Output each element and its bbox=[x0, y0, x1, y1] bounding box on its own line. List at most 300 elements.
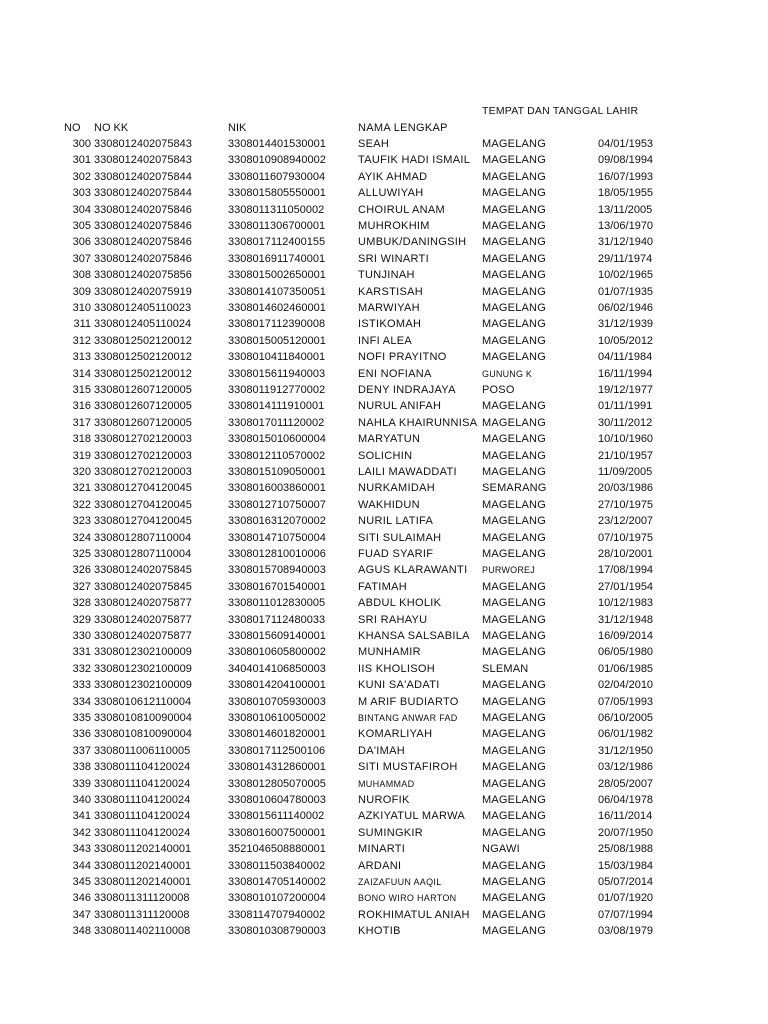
row-tanggal-cell: 31/12/1950 bbox=[598, 744, 654, 757]
row-no-kk-cell: 3308012402075846 bbox=[94, 236, 192, 249]
row-tempat-cell: PURWOREJ bbox=[482, 565, 535, 576]
row-tanggal-cell: 06/04/1978 bbox=[598, 794, 654, 806]
row-nama-cell: KHOTIB bbox=[358, 925, 401, 938]
row-nama-cell: NURIL LATIFA bbox=[358, 515, 434, 528]
table-row bbox=[0, 415, 768, 431]
row-no-kk-cell: 3308011104120024 bbox=[94, 761, 191, 774]
table-row bbox=[0, 776, 768, 792]
row-tempat-cell: SLEMAN bbox=[482, 662, 529, 675]
row-nama-cell: ROKHIMATUL ANIAH bbox=[358, 908, 470, 921]
row-tempat-cell: MAGELANG bbox=[482, 170, 546, 183]
row-tempat-cell: MAGELANG bbox=[482, 531, 546, 544]
row-nama-cell: FATIMAH bbox=[358, 580, 407, 593]
row-no-kk-cell: 3308011104120024 bbox=[94, 826, 191, 839]
row-tanggal-cell: 10/12/1983 bbox=[598, 597, 654, 610]
row-no-kk-cell: 3308011202140001 bbox=[94, 876, 192, 888]
row-no-kk-cell: 3308012302100009 bbox=[94, 679, 192, 692]
row-no-cell: 303 bbox=[72, 187, 91, 200]
row-no-cell: 327 bbox=[72, 580, 91, 593]
row-nik-cell: 3308014204100001 bbox=[228, 679, 326, 692]
row-tanggal-cell: 19/12/1977 bbox=[598, 384, 654, 396]
table-row bbox=[0, 497, 768, 513]
row-tempat-cell: MAGELANG bbox=[482, 679, 546, 692]
row-nama-cell: BINTANG ANWAR FAD bbox=[358, 713, 458, 723]
row-no-kk-cell: 3308011311120008 bbox=[94, 892, 190, 905]
row-nik-cell: 3521046508880001 bbox=[228, 843, 326, 856]
row-tanggal-cell: 10/10/1960 bbox=[598, 433, 654, 446]
row-no-kk-cell: 3308011006110005 bbox=[94, 744, 191, 757]
table-row bbox=[0, 743, 768, 759]
row-no-cell: 305 bbox=[72, 220, 91, 232]
row-nik-cell: 3308016007500001 bbox=[228, 826, 326, 839]
row-no-kk-cell: 3308012302100009 bbox=[94, 646, 192, 659]
row-nik-cell: 3308010107200004 bbox=[228, 892, 326, 905]
table-row bbox=[0, 234, 768, 250]
row-no-kk-cell: 3308011104120024 bbox=[94, 794, 191, 806]
row-tempat-cell: NGAWI bbox=[482, 843, 520, 856]
row-tanggal-cell: 16/11/2014 bbox=[598, 810, 653, 823]
row-nama-cell: SUMINGKIR bbox=[358, 826, 424, 839]
row-nama-cell: DA'IMAH bbox=[358, 744, 405, 757]
row-tanggal-cell: 28/10/2001 bbox=[598, 548, 654, 560]
row-tanggal-cell: 06/02/1946 bbox=[598, 302, 654, 314]
table-row bbox=[0, 382, 768, 398]
row-tempat-cell: MAGELANG bbox=[482, 646, 546, 659]
row-no-kk-cell: 3308010810090004 bbox=[94, 712, 192, 724]
row-nik-cell: 3308012710750007 bbox=[228, 498, 326, 511]
row-no-kk-cell: 3308012607120005 bbox=[94, 384, 192, 396]
row-no-cell: 317 bbox=[72, 416, 91, 429]
row-no-cell: 344 bbox=[72, 859, 91, 872]
table-row bbox=[0, 694, 768, 710]
row-nik-cell: 3308012805070005 bbox=[228, 777, 326, 790]
row-no-kk-cell: 3308012502120012 bbox=[94, 367, 192, 380]
row-tanggal-cell: 01/11/1991 bbox=[598, 400, 653, 413]
row-tanggal-cell: 27/01/1954 bbox=[598, 580, 654, 593]
row-no-cell: 309 bbox=[72, 285, 91, 298]
row-tanggal-cell: 09/08/1994 bbox=[598, 154, 654, 167]
row-nama-cell: ARDANI bbox=[358, 859, 402, 872]
row-nik-cell: 3308011607930004 bbox=[228, 170, 326, 183]
row-tanggal-cell: 31/12/1940 bbox=[598, 236, 654, 249]
row-no-cell: 348 bbox=[72, 925, 91, 938]
row-nama-cell: CHOIRUL ANAM bbox=[358, 203, 445, 216]
row-no-kk-cell: 3308012402075856 bbox=[94, 269, 192, 282]
table-row bbox=[0, 890, 768, 906]
row-tanggal-cell: 25/08/1988 bbox=[598, 843, 654, 856]
row-nama-cell: ALLUWIYAH bbox=[358, 187, 424, 200]
table-row bbox=[0, 284, 768, 300]
row-tanggal-cell: 04/11/1984 bbox=[598, 351, 653, 364]
row-tempat-cell: MAGELANG bbox=[482, 859, 546, 872]
row-tanggal-cell: 02/04/2010 bbox=[598, 679, 654, 692]
row-no-cell: 347 bbox=[72, 908, 91, 921]
table-row bbox=[0, 710, 768, 726]
row-no-kk-cell: 3308011104120024 bbox=[94, 810, 191, 823]
row-nik-cell: 3308014601820001 bbox=[228, 728, 326, 741]
table-row bbox=[0, 923, 768, 939]
row-no-kk-cell: 3308012402075844 bbox=[94, 170, 192, 183]
row-nik-cell: 3308015611140002 bbox=[228, 810, 325, 823]
row-tempat-cell: MAGELANG bbox=[482, 548, 546, 560]
row-tanggal-cell: 15/03/1984 bbox=[598, 859, 654, 872]
row-nik-cell: 3308016701540001 bbox=[228, 580, 326, 593]
row-nik-cell: 3308017112500106 bbox=[228, 744, 326, 757]
row-no-kk-cell: 3308012402075845 bbox=[94, 580, 192, 593]
row-tanggal-cell: 20/03/1986 bbox=[598, 482, 654, 495]
row-no-cell: 323 bbox=[72, 515, 91, 528]
row-no-cell: 332 bbox=[72, 662, 91, 675]
row-tempat-cell: MAGELANG bbox=[482, 810, 546, 823]
row-nik-cell: 3308016911740001 bbox=[228, 252, 326, 265]
row-tanggal-cell: 07/07/1994 bbox=[598, 908, 654, 921]
row-nik-cell: 3308011306700001 bbox=[228, 220, 326, 232]
row-no-cell: 308 bbox=[72, 269, 91, 282]
row-no-kk-cell: 3308012402075877 bbox=[94, 613, 192, 626]
row-no-kk-cell: 3308011104120024 bbox=[94, 777, 191, 790]
row-no-kk-cell: 3308011202140001 bbox=[94, 843, 192, 856]
row-nama-cell: SITI MUSTAFIROH bbox=[358, 761, 458, 774]
row-nama-cell: MARYATUN bbox=[358, 433, 421, 446]
row-no-cell: 330 bbox=[72, 630, 91, 642]
row-nik-cell: 3308010411840001 bbox=[228, 351, 326, 364]
row-tanggal-cell: 07/05/1993 bbox=[598, 695, 654, 708]
row-no-cell: 302 bbox=[72, 170, 91, 183]
column-header-no-kk: NO KK bbox=[94, 122, 129, 134]
row-nama-cell: AZKIYATUL MARWA bbox=[358, 810, 465, 823]
row-tanggal-cell: 31/12/1948 bbox=[598, 613, 654, 626]
row-no-cell: 346 bbox=[72, 892, 91, 905]
row-nama-cell: ENI NOFIANA bbox=[358, 367, 432, 380]
row-nama-cell: ISTIKOMAH bbox=[358, 318, 422, 331]
row-no-kk-cell: 3308012302100009 bbox=[94, 662, 192, 675]
row-nik-cell: 3308011012830005 bbox=[228, 597, 326, 610]
row-nama-cell: SEAH bbox=[358, 138, 390, 150]
row-nik-cell: 3308015805550001 bbox=[228, 187, 326, 200]
row-tanggal-cell: 01/07/1935 bbox=[598, 285, 654, 298]
row-tanggal-cell: 13/11/2005 bbox=[598, 203, 653, 216]
row-nama-cell: M ARIF BUDIARTO bbox=[358, 695, 459, 708]
row-tanggal-cell: 10/05/2012 bbox=[598, 334, 654, 347]
row-nama-cell: WAKHIDUN bbox=[358, 498, 420, 511]
table-row bbox=[0, 251, 768, 267]
column-header-nik: NIK bbox=[228, 122, 247, 134]
table-row bbox=[0, 677, 768, 693]
table-row bbox=[0, 792, 768, 808]
row-nik-cell: 3308014107350051 bbox=[228, 285, 326, 298]
row-nama-cell: MINARTI bbox=[358, 843, 406, 856]
row-nama-cell: MUHAMMAD bbox=[358, 778, 415, 789]
row-tanggal-cell: 30/11/2012 bbox=[598, 416, 653, 429]
row-nama-cell: MUHROKHIM bbox=[358, 220, 430, 232]
row-nama-cell: NOFI PRAYITNO bbox=[358, 351, 447, 364]
row-tanggal-cell: 10/02/1965 bbox=[598, 269, 654, 282]
row-tanggal-cell: 21/10/1957 bbox=[598, 449, 654, 462]
row-tanggal-cell: 06/05/1980 bbox=[598, 646, 654, 659]
row-nama-cell: UMBUK/DANINGSIH bbox=[358, 236, 467, 249]
row-tempat-cell: MAGELANG bbox=[482, 630, 546, 642]
table-row bbox=[0, 316, 768, 332]
row-tempat-cell: MAGELANG bbox=[482, 580, 546, 593]
table-row bbox=[0, 513, 768, 529]
row-tempat-cell: MAGELANG bbox=[482, 712, 546, 724]
row-no-kk-cell: 3308012704120045 bbox=[94, 482, 192, 495]
table-row bbox=[0, 726, 768, 742]
row-no-kk-cell: 3308012402075846 bbox=[94, 252, 192, 265]
row-nik-cell: 3308015005120001 bbox=[228, 334, 326, 347]
row-nik-cell: 3308015611940003 bbox=[228, 367, 326, 380]
row-nik-cell: 3404014106850003 bbox=[228, 662, 326, 675]
row-tempat-cell: MAGELANG bbox=[482, 794, 546, 806]
row-nama-cell: BONO WIRO HARTON bbox=[358, 893, 457, 904]
table-row bbox=[0, 628, 768, 644]
row-tempat-cell: MAGELANG bbox=[482, 826, 546, 839]
row-tanggal-cell: 03/12/1986 bbox=[598, 761, 654, 774]
row-no-cell: 324 bbox=[72, 531, 91, 544]
row-nama-cell: SRI WINARTI bbox=[358, 252, 429, 265]
row-no-cell: 326 bbox=[72, 564, 91, 577]
table-row bbox=[0, 431, 768, 447]
row-no-cell: 345 bbox=[72, 876, 91, 888]
row-nama-cell: KHANSA SALSABILA bbox=[358, 630, 470, 642]
row-nama-cell: NAHLA KHAIRUNNISA bbox=[358, 416, 478, 429]
table-row bbox=[0, 366, 768, 382]
row-tempat-cell: MAGELANG bbox=[482, 597, 546, 610]
row-tanggal-cell: 17/08/1994 bbox=[598, 564, 654, 577]
row-nama-cell: ZAIZAFUUN AAQIL bbox=[358, 877, 442, 887]
row-nik-cell: 3308010605800002 bbox=[228, 646, 326, 659]
row-no-cell: 341 bbox=[72, 810, 91, 823]
row-no-cell: 300 bbox=[72, 138, 91, 150]
row-nama-cell: FUAD SYARIF bbox=[358, 548, 434, 560]
row-no-cell: 339 bbox=[72, 777, 91, 790]
row-tempat-cell: MAGELANG bbox=[482, 908, 546, 921]
row-no-cell: 329 bbox=[72, 613, 91, 626]
row-tempat-cell: MAGELANG bbox=[482, 728, 546, 741]
row-nama-cell: TAUFIK HADI ISMAIL bbox=[358, 154, 471, 167]
row-nama-cell: SITI SULAIMAH bbox=[358, 531, 442, 544]
row-no-kk-cell: 3308011202140001 bbox=[94, 859, 192, 872]
row-tempat-cell: MAGELANG bbox=[482, 925, 546, 938]
table-row bbox=[0, 480, 768, 496]
row-no-cell: 338 bbox=[72, 761, 91, 774]
row-nik-cell: 3308017112480033 bbox=[228, 613, 326, 626]
row-nik-cell: 3308012810010006 bbox=[228, 548, 326, 560]
table-row bbox=[0, 398, 768, 414]
row-no-cell: 336 bbox=[72, 728, 91, 741]
row-nama-cell: KUNI SA'ADATI bbox=[358, 679, 440, 692]
row-no-kk-cell: 3308010612110004 bbox=[94, 695, 192, 708]
row-nama-cell: MUNHAMIR bbox=[358, 646, 421, 659]
row-tempat-cell: MAGELANG bbox=[482, 613, 546, 626]
row-no-cell: 340 bbox=[72, 794, 91, 806]
row-no-cell: 311 bbox=[73, 318, 91, 331]
row-tanggal-cell: 28/05/2007 bbox=[598, 777, 654, 790]
row-no-cell: 325 bbox=[72, 548, 91, 560]
row-no-cell: 342 bbox=[72, 826, 91, 839]
row-nik-cell: 3308010308790003 bbox=[228, 925, 326, 938]
row-no-cell: 313 bbox=[72, 351, 91, 364]
column-header-no: NO bbox=[64, 122, 81, 134]
row-tempat-cell: MAGELANG bbox=[482, 466, 546, 478]
table-row bbox=[0, 169, 768, 185]
table-row bbox=[0, 808, 768, 824]
row-nik-cell: 3308014111910001 bbox=[228, 400, 325, 413]
row-tanggal-cell: 23/12/2007 bbox=[598, 515, 654, 528]
row-tempat-cell: MAGELANG bbox=[482, 777, 546, 790]
row-no-kk-cell: 3308012702120003 bbox=[94, 433, 192, 446]
row-no-kk-cell: 3308012402075844 bbox=[94, 187, 192, 200]
row-no-cell: 316 bbox=[72, 400, 91, 413]
row-tempat-cell: MAGELANG bbox=[482, 285, 546, 298]
table-row bbox=[0, 579, 768, 595]
row-no-kk-cell: 3308012807110004 bbox=[94, 548, 192, 560]
row-nik-cell: 3308017011120002 bbox=[228, 416, 325, 429]
row-tempat-cell: MAGELANG bbox=[482, 761, 546, 774]
row-tanggal-cell: 03/08/1979 bbox=[598, 925, 654, 938]
row-tanggal-cell: 11/09/2005 bbox=[598, 466, 653, 478]
row-no-kk-cell: 3308010810090004 bbox=[94, 728, 192, 741]
row-no-cell: 322 bbox=[72, 498, 91, 511]
row-tanggal-cell: 13/06/1970 bbox=[598, 220, 654, 232]
row-tanggal-cell: 20/07/1950 bbox=[598, 826, 654, 839]
row-tempat-cell: SEMARANG bbox=[482, 482, 547, 495]
row-tempat-cell: MAGELANG bbox=[482, 433, 546, 446]
row-no-cell: 318 bbox=[72, 433, 91, 446]
row-tempat-cell: MAGELANG bbox=[482, 351, 546, 364]
row-nik-cell: 3308012110570002 bbox=[228, 449, 326, 462]
row-no-kk-cell: 3308012402075877 bbox=[94, 630, 192, 642]
table-row bbox=[0, 530, 768, 546]
row-tanggal-cell: 05/07/2014 bbox=[598, 876, 654, 888]
row-tempat-cell: MAGELANG bbox=[482, 400, 546, 413]
row-nik-cell: 3308014710750004 bbox=[228, 531, 326, 544]
column-header-row bbox=[0, 120, 768, 136]
row-nik-cell: 3308016312070002 bbox=[228, 515, 326, 528]
row-tempat-cell: MAGELANG bbox=[482, 498, 546, 511]
row-nik-cell: 3308010610050002 bbox=[228, 712, 326, 724]
row-nama-cell: KOMARLIYAH bbox=[358, 728, 433, 741]
row-nik-cell: 3308014705140002 bbox=[228, 876, 326, 888]
row-no-kk-cell: 3308012702120003 bbox=[94, 449, 192, 462]
row-tempat-cell: MAGELANG bbox=[482, 236, 546, 249]
table-row bbox=[0, 858, 768, 874]
row-no-kk-cell: 3308012405110024 bbox=[94, 318, 192, 331]
row-no-kk-cell: 3308012807110004 bbox=[94, 531, 192, 544]
table-row bbox=[0, 218, 768, 234]
row-no-kk-cell: 3308012702120003 bbox=[94, 466, 192, 478]
row-no-cell: 331 bbox=[72, 646, 91, 659]
table-row bbox=[0, 612, 768, 628]
row-nama-cell: IIS KHOLISOH bbox=[358, 662, 435, 675]
row-nama-cell: DENY INDRAJAYA bbox=[358, 384, 456, 396]
row-tanggal-cell: 16/11/1994 bbox=[598, 367, 653, 380]
row-nama-cell: ABDUL KHOLIK bbox=[358, 597, 442, 610]
row-tanggal-cell: 06/10/2005 bbox=[598, 712, 654, 724]
row-tanggal-cell: 16/09/2014 bbox=[598, 630, 654, 642]
row-tempat-cell: MAGELANG bbox=[482, 416, 546, 429]
row-no-kk-cell: 3308012402075843 bbox=[94, 154, 192, 167]
table-row bbox=[0, 448, 768, 464]
row-no-kk-cell: 3308012402075845 bbox=[94, 564, 192, 577]
row-no-cell: 315 bbox=[72, 384, 91, 396]
row-nik-cell: 3308010705930003 bbox=[228, 695, 326, 708]
row-no-cell: 333 bbox=[72, 679, 91, 692]
row-nama-cell: INFI ALEA bbox=[358, 334, 413, 347]
row-tempat-cell: MAGELANG bbox=[482, 876, 546, 888]
row-no-kk-cell: 3308011311120008 bbox=[94, 908, 190, 921]
row-no-kk-cell: 3308012704120045 bbox=[94, 498, 192, 511]
row-nik-cell: 3308017112400155 bbox=[228, 236, 326, 249]
row-nik-cell: 3308015002650001 bbox=[228, 269, 326, 282]
row-tempat-cell: MAGELANG bbox=[482, 269, 546, 282]
row-nik-cell: 3308011912770002 bbox=[228, 384, 326, 396]
row-nama-cell: NURKAMIDAH bbox=[358, 482, 435, 495]
row-no-cell: 334 bbox=[72, 695, 91, 708]
row-nik-cell: 3308014602460001 bbox=[228, 302, 326, 314]
row-no-kk-cell: 3308012502120012 bbox=[94, 334, 192, 347]
row-nama-cell: KARSTISAH bbox=[358, 285, 424, 298]
table-row bbox=[0, 562, 768, 578]
row-no-kk-cell: 3308011402110008 bbox=[94, 925, 191, 938]
row-tempat-cell: MAGELANG bbox=[482, 892, 546, 905]
row-nama-cell: MARWIYAH bbox=[358, 302, 420, 314]
row-tanggal-cell: 01/07/1920 bbox=[598, 892, 654, 905]
table-row bbox=[0, 841, 768, 857]
row-no-cell: 343 bbox=[72, 843, 91, 856]
row-no-cell: 310 bbox=[72, 302, 91, 314]
table-row bbox=[0, 136, 768, 152]
row-tanggal-cell: 29/11/1974 bbox=[598, 252, 653, 265]
row-nama-cell: AGUS KLARAWANTI bbox=[358, 564, 468, 577]
row-no-cell: 306 bbox=[72, 236, 91, 249]
table-row bbox=[0, 759, 768, 775]
row-no-cell: 328 bbox=[72, 597, 91, 610]
row-tempat-cell: MAGELANG bbox=[482, 252, 546, 265]
row-no-kk-cell: 3308012704120045 bbox=[94, 515, 192, 528]
row-no-cell: 301 bbox=[72, 154, 91, 167]
row-nama-cell: LAILI MAWADDATI bbox=[358, 466, 457, 478]
row-nama-cell: TUNJINAH bbox=[358, 269, 415, 282]
row-nik-cell: 3308011311050002 bbox=[228, 203, 325, 216]
row-nik-cell: 3308017112390008 bbox=[228, 318, 326, 331]
row-no-kk-cell: 3308012402075843 bbox=[94, 138, 192, 150]
row-nik-cell: 3308015010600004 bbox=[228, 433, 326, 446]
table-row bbox=[0, 907, 768, 923]
row-tempat-cell: MAGELANG bbox=[482, 318, 546, 331]
row-nama-cell: AYIK AHMAD bbox=[358, 170, 428, 183]
table-row bbox=[0, 267, 768, 283]
table-row bbox=[0, 595, 768, 611]
row-tanggal-cell: 06/01/1982 bbox=[598, 728, 654, 741]
row-no-kk-cell: 3308012405110023 bbox=[94, 302, 192, 314]
row-tempat-cell: MAGELANG bbox=[482, 334, 546, 347]
table-row bbox=[0, 874, 768, 890]
row-tempat-cell: MAGELANG bbox=[482, 515, 546, 528]
row-no-cell: 320 bbox=[72, 466, 91, 478]
row-tanggal-cell: 01/06/1985 bbox=[598, 662, 654, 675]
row-tanggal-cell: 31/12/1939 bbox=[598, 318, 654, 331]
row-tempat-cell: MAGELANG bbox=[482, 744, 546, 757]
table-row bbox=[0, 644, 768, 660]
row-tanggal-cell: 18/05/1955 bbox=[598, 187, 654, 200]
row-no-kk-cell: 3308012607120005 bbox=[94, 416, 192, 429]
birth-place-date-group-header: TEMPAT DAN TANGGAL LAHIR bbox=[482, 105, 639, 117]
row-nik-cell: 3308014312860001 bbox=[228, 761, 326, 774]
row-no-cell: 337 bbox=[72, 744, 91, 757]
row-no-kk-cell: 3308012402075877 bbox=[94, 597, 192, 610]
row-no-kk-cell: 3308012402075919 bbox=[94, 285, 192, 298]
